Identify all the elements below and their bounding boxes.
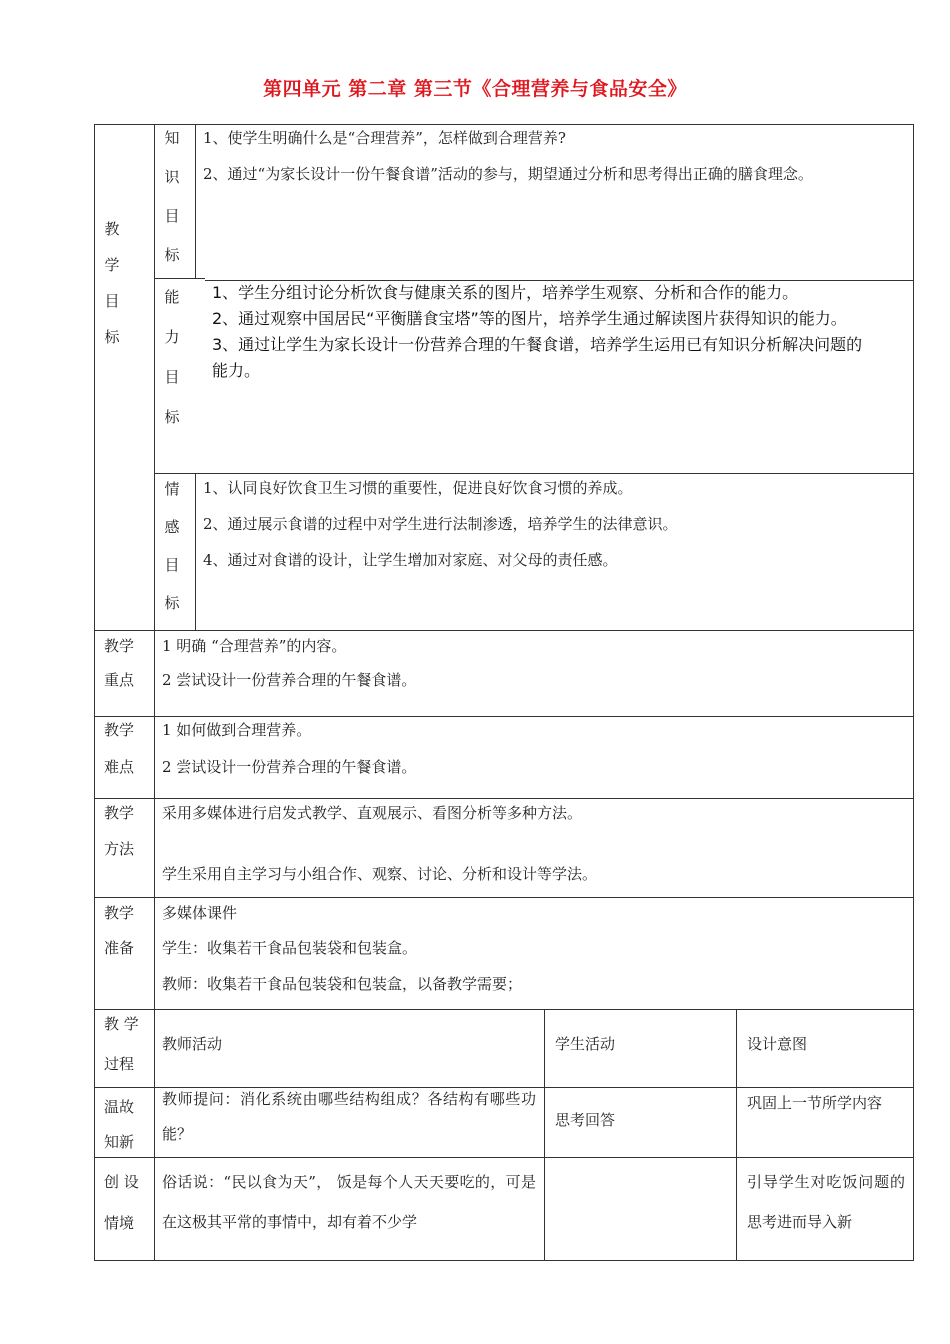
review-design-intent: 巩固上一节所学内容: [747, 1094, 883, 1112]
scenario-label-2: 情境: [104, 1214, 135, 1232]
emotion-goal-2: 2、通过展示食谱的过程中对学生进行法制渗透，培养学生的法律意识。: [203, 515, 678, 533]
key-point-2: 2 尝试设计一份营养合理的午餐食谱。: [162, 671, 417, 689]
student-activity-header: 学生活动: [555, 1035, 616, 1053]
review-teacher-activity: 教师提问：消化系统由哪些结构组成？各结构有哪些功能？: [162, 1090, 536, 1143]
review-student-activity: 思考回答: [555, 1111, 616, 1129]
method-1: 采用多媒体进行启发式教学、直观展示、看图分析等多种方法。: [162, 804, 583, 822]
process-label-2: 过程: [104, 1055, 135, 1073]
ability-goal-2: 2、通过观察中国居民“平衡膳食宝塔”等的图片，培养学生通过解读图片获得知识的能力。: [212, 309, 847, 328]
page-title: 第四单元 第二章 第三节《合理营养与食品安全》: [263, 78, 687, 100]
review-label-2: 知新: [104, 1133, 135, 1151]
methods-label-2: 方法: [104, 840, 135, 858]
difficulty-2: 2 尝试设计一份营养合理的午餐食谱。: [162, 758, 417, 776]
key-points-label-2: 重点: [104, 671, 135, 689]
preparation-label-1: 教学: [104, 904, 135, 922]
process-label-1: 教 学: [104, 1015, 139, 1033]
knowledge-goal-1: 1、使学生明确什么是“合理营养”，怎样做到合理营养?: [203, 129, 566, 147]
emotion-goal-label: 情 感 目 标: [164, 480, 180, 612]
scenario-label-1: 创 设: [104, 1173, 139, 1191]
difficulties-label-2: 难点: [104, 758, 135, 776]
difficulty-1: 1 如何做到合理营养。: [162, 721, 312, 739]
preparation-1: 多媒体课件: [162, 904, 238, 922]
key-point-1: 1 明确 “合理营养”的内容。: [162, 637, 347, 655]
methods-label-1: 教学: [104, 804, 135, 822]
teacher-activity-header: 教师活动: [162, 1035, 223, 1053]
emotion-goal-1: 1、认同良好饮食卫生习惯的重要性，促进良好饮食习惯的养成。: [203, 479, 633, 497]
scenario-design-intent: 引导学生对吃饭问题的思考进而导入新: [747, 1173, 905, 1231]
review-label-1: 温故: [104, 1098, 135, 1116]
scenario-teacher-activity: 俗话说：“民以食为天”， 饭是每个人天天要吃的，可是在这极其平常的事情中，却有着不少学: [162, 1173, 536, 1231]
ability-goal-3: 3、通过让学生为家长设计一份营养合理的午餐食谱，培养学生运用已有知识分析解决问题的: [212, 335, 863, 354]
design-intent-header: 设计意图: [747, 1035, 808, 1053]
method-2: 学生采用自主学习与小组合作、观察、讨论、分析和设计等学法。: [162, 865, 598, 883]
knowledge-goal-label: 知 识 目 标: [164, 129, 180, 264]
knowledge-goal-2: 2、通过“为家长设计一份午餐食谱”活动的参与，期望通过分析和思考得出正确的膳食理念。: [203, 165, 813, 183]
key-points-label-1: 教学: [104, 637, 135, 655]
preparation-label-2: 准备: [104, 939, 135, 957]
ability-goals: [212, 280, 862, 384]
ability-goal-label: 能 力 目 标: [164, 288, 180, 426]
emotion-goal-4: 4、通过对食谱的设计，让学生增加对家庭、对父母的责任感。: [203, 551, 618, 569]
difficulties-label-1: 教学: [104, 721, 135, 739]
preparation-3: 教师：收集若干食品包装袋和包装盒，以备教学需要；: [162, 975, 523, 993]
preparation-2: 学生：收集若干食品包装袋和包装盒。: [162, 939, 418, 957]
ability-goal-1: 1、学生分组讨论分析饮食与健康关系的图片，培养学生观察、分析和合作的能力。: [212, 283, 799, 302]
goals-label: 教 学 目 标: [104, 220, 120, 346]
ability-goal-3-cont: 能力。: [212, 361, 261, 380]
